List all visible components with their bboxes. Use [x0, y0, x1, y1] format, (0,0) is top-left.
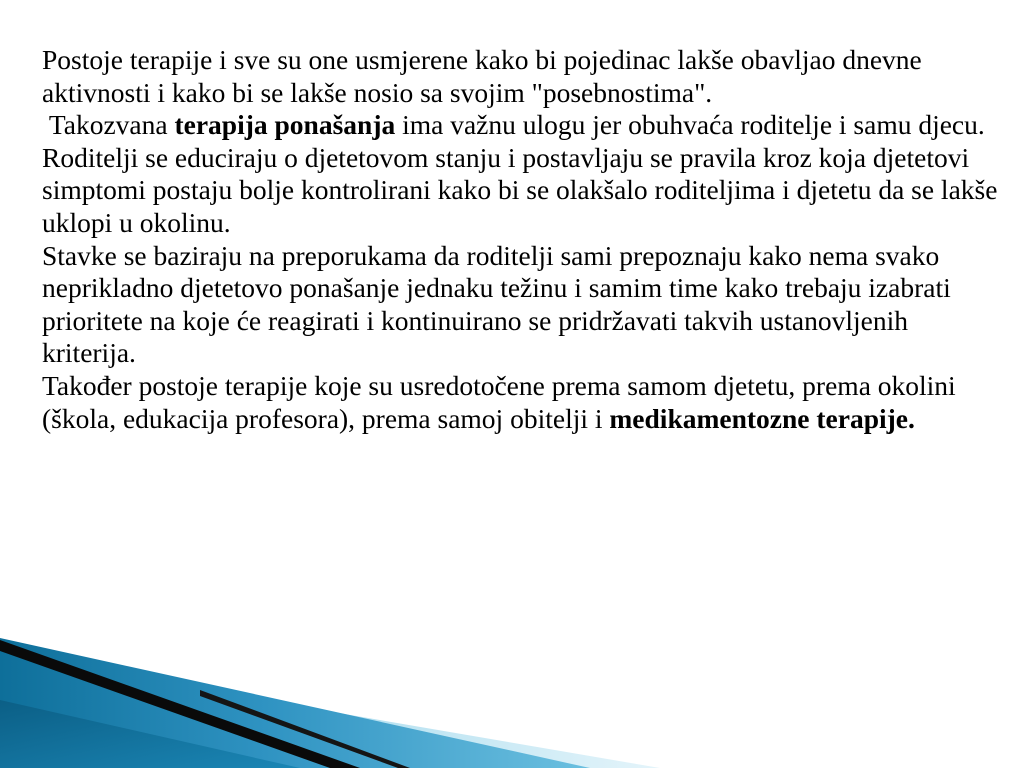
paragraph-2 — [42, 109, 1005, 239]
paragraph-2-after: ima važnu ulogu jer obuhvaća roditelje i samu djecu. Roditelji se educiraju o djetetovom stanju i postavljaju se pravila kroz koja djetetovi simptomi postaju bolje kontrolirani kako bi se olakšalo roditeljima i djetetu da se lakše uklopi u okolinu. — [42, 109, 1005, 238]
paragraph-2-before: Takozvana — [42, 109, 175, 141]
paragraph-2-bold: terapija ponašanja — [174, 109, 396, 141]
paragraph-4 — [42, 370, 1002, 435]
paragraph-1 — [42, 44, 1002, 109]
paragraph-4-before: Također postoje terapije koje su usredotočene prema samom djetetu, prema okolini (škola, edukacija profesora), prema samoj obitelji i — [42, 369, 963, 434]
body-text — [42, 44, 1005, 435]
paragraph-3 — [42, 240, 1002, 370]
paragraph-1-text: Postoje terapije i sve su one usmjerene kako bi pojedinac lakše obavljao dnevne aktivnosti i kako bi se lakše nosio sa svojim "posebnostima". — [42, 44, 922, 108]
paragraph-4-bold: medikamentozne terapije. — [609, 402, 915, 434]
paragraph-3-text: Stavke se baziraju na preporukama da roditelji sami prepoznaju kako nema svako neprikladno djetetovo ponašanje jednaku težinu i samim time kako trebaju izabrati prioritete na koje će reagirati i kontinuirano se pridržavati takvih ustanovljenih kriterija. — [42, 239, 951, 369]
